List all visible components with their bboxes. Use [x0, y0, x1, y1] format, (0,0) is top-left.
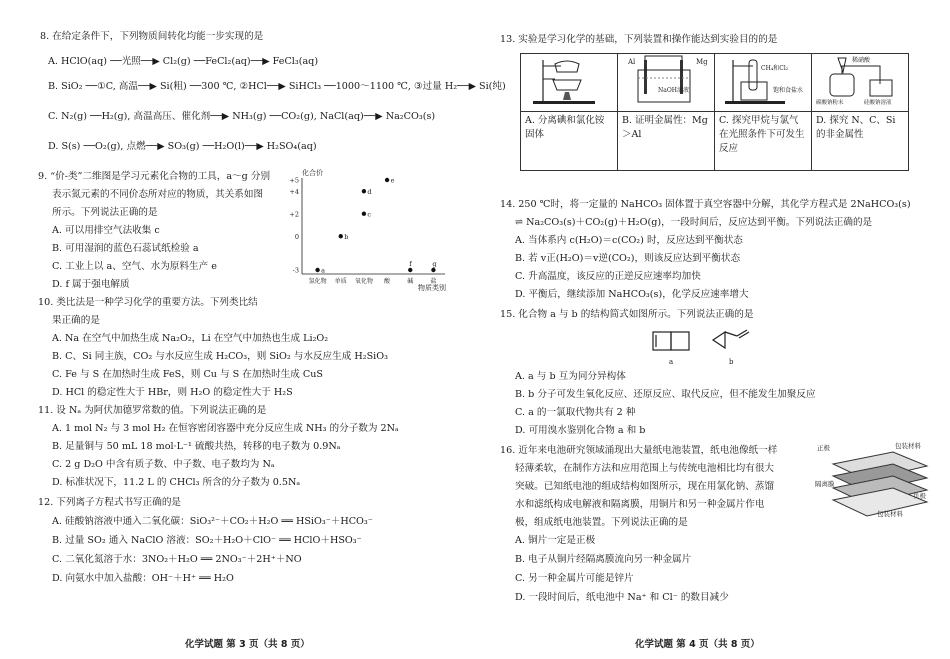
chart-y-tick-label: 0	[294, 232, 299, 241]
label-positive-electrode: 正极	[817, 444, 830, 452]
q15-stem: 15. 化合物 a 与 b 的结构简式如图所示。下列说法正确的是	[500, 309, 754, 320]
chart-x-axis-label: 物质类别	[418, 284, 446, 292]
chart-x-tick-label: 盐	[430, 278, 437, 285]
q13-cell-d: D. 探究 N、C、Si 的非金属性	[812, 112, 909, 171]
q15-option-b: B. b 分子可发生氧化反应、还原反应、取代反应，但不能发生加聚反应	[515, 389, 816, 400]
chart-x-tick-label: 碱	[407, 278, 414, 285]
chart-y-tick-label: +2	[289, 210, 299, 219]
q15-option-c: C. a 的一氯取代物共有 2 种	[515, 407, 636, 418]
q10-line-1: 10. 类比法是一种学习化学的重要方法。下列类比结	[38, 297, 258, 308]
q9-line-2: 表示氮元素的不同价态所对应的物质，其关系如图	[52, 189, 264, 200]
q8-stem: 8. 在给定条件下，下列物质间转化均能一步实现的是	[40, 31, 264, 42]
chart-point	[315, 268, 319, 272]
chart-x-tick-label: 氢化物	[308, 278, 327, 285]
label-mg: Mg	[696, 58, 708, 66]
q10-option-c: C. Fe 与 S 在加热时生成 FeS，则 Cu 与 S 在加热时生成 CuS	[52, 369, 323, 380]
q11-stem: 11. 设 Nₐ 为阿伏加德罗常数的值。下列说法正确的是	[38, 405, 267, 416]
right-page	[475, 0, 950, 659]
q14-line-2: ⇌ Na₂CO₃(s)＋CO₂(g)＋H₂O(g)，一段时间后，反应达到平衡。下列说法正确的是	[515, 217, 873, 228]
q16-option-c: C. 另一种金属片可能是锌片	[515, 573, 634, 584]
q16-line-1: 16. 近年来电池研究领域涌现出大量纸电池装置，纸电池像纸一样	[500, 445, 778, 456]
q8-option-a: A. HClO(aq) ──光照──▶ Cl₂(g) ──FeCl₂(aq)──▶ FeCl₃(aq)	[48, 56, 319, 67]
q13-cell-b: B. 证明金属性：Mg ＞Al	[618, 112, 715, 171]
apparatus-b-cell	[618, 54, 715, 112]
q14-option-b: B. 若 v正(H₂O)＝v逆(CO₂)，则该反应达到平衡状态	[515, 253, 741, 264]
chart-y-tick-label: +4	[289, 187, 299, 196]
label-al: Al	[628, 58, 636, 66]
q12-option-d: D. 向氨水中加入盐酸：OH⁻＋H⁺ ══ H₂O	[52, 573, 234, 584]
apparatus-c-cell	[715, 54, 812, 112]
label-nitric-acid: 稀硝酸	[852, 57, 871, 64]
q9-option-a: A. 可以用排空气法收集 c	[52, 225, 160, 236]
label-na2co3: 碳酸钠粉末	[816, 100, 844, 106]
label-negative-electrode: 负极	[913, 492, 926, 500]
q12-option-a: A. 硅酸钠溶液中通入二氧化碳：SiO₃²⁻＋CO₂＋H₂O ══ HSiO₃⁻＋HCO₃⁻	[52, 516, 373, 527]
q14-line-1: 14. 250 ℃时，将一定量的 NaHCO₃ 固体置于真空容器中分解，其化学方程式是 2NaHCO₃(s)	[500, 199, 911, 210]
q16-option-b: B. 电子从铜片经隔离膜流向另一种金属片	[515, 554, 692, 565]
q13-stem: 13. 实验是学习化学的基础，下列装置和操作能达到实验目的的是	[500, 34, 778, 45]
q11-option-d: D. 标准状况下，11.2 L 的 CHCl₃ 所含的分子数为 0.5Nₐ	[52, 477, 301, 488]
q15-option-d: D. 可用溴水鉴别化合物 a 和 b	[515, 425, 646, 436]
chart-point	[362, 212, 366, 216]
chart-point	[431, 268, 435, 272]
chart-point-label: e	[390, 176, 395, 185]
chart-y-tick-label: +5	[289, 176, 299, 185]
q9-option-c: C. 工业上以 a、空气、水为原料生产 e	[52, 261, 217, 272]
label-separator: 隔离膜	[815, 480, 835, 488]
q13-cell-c: C. 探究甲烷与氯气在光照条件下可发生反应	[715, 112, 812, 171]
chart-point-label: g	[432, 260, 437, 268]
q11-option-c: C. 2 g D₂O 中含有质子数、中子数、电子数均为 Nₐ	[52, 459, 275, 470]
q16-line-5: 极，组成纸电池装置。下列说法正确的是	[515, 517, 688, 528]
apparatus-d-cell	[812, 54, 909, 112]
chart-point	[385, 178, 389, 182]
q9-option-d: D. f 属于强电解质	[52, 279, 130, 290]
q12-stem: 12. 下列离子方程式书写正确的是	[38, 497, 182, 508]
q14-option-c: C. 升高温度，该反应的正逆反应速率均加快	[515, 271, 701, 282]
compound-b-label: b	[729, 358, 734, 366]
chart-point-label: d	[367, 187, 372, 196]
acid-strength-apparatus-icon	[812, 54, 908, 106]
chart-x-tick-label: 单质	[334, 278, 347, 285]
compound-b-structure	[713, 330, 749, 366]
paper-battery-figure	[815, 440, 940, 518]
q14-option-a: A. 当体系内 c(H₂O)＝c(CO₂) 时，反应达到平衡状态	[515, 235, 743, 246]
q15-option-a: A. a 与 b 互为同分异构体	[515, 371, 626, 382]
chart-x-tick-label: 氧化物	[354, 278, 373, 285]
label-naoh: NaOH溶液	[658, 87, 689, 94]
chart-point-label: c	[367, 210, 372, 219]
label-na2sio3: 硅酸钠溶液	[864, 100, 892, 106]
chart-y-axis-label: 化合价	[302, 169, 323, 177]
sublimation-apparatus-icon	[521, 54, 617, 106]
valence-class-chart	[280, 166, 460, 294]
galvanic-cell-icon	[618, 54, 714, 106]
q16-option-d: D. 一段时间后，纸电池中 Na⁺ 和 Cl⁻ 的数目减少	[515, 592, 729, 603]
label-brine: 饱和食盐水	[773, 87, 804, 94]
q11-option-b: B. 足量铜与 50 mL 18 mol·L⁻¹ 硫酸共热，转移的电子数为 0.9Nₐ	[52, 441, 341, 452]
q10-option-a: A. Na 在空气中加热生成 Na₂O₂，Li 在空气中加热也生成 Li₂O₂	[52, 333, 329, 344]
q14-option-d: D. 平衡后，继续添加 NaHCO₃(s)，化学反应速率增大	[515, 289, 749, 300]
q13-cell-a: A. 分离碘和氯化铵固体	[521, 112, 618, 171]
q16-line-3: 突破。已知纸电池的组成结构如图所示，现在用氯化钠、蒸馏	[515, 481, 775, 492]
label-wrap-bottom: 包装材料	[877, 510, 903, 518]
page-footer-left: 化学试题 第 3 页（共 8 页）	[185, 639, 310, 650]
q8-option-c: C. N₂(g) ──H₂(g), 高温高压、催化剂──▶ NH₃(g) ──CO₂(g), NaCl(aq)──▶ Na₂CO₃(s)	[48, 111, 436, 122]
q9-line-3: 所示。下列说法正确的是	[52, 207, 158, 218]
chart-point	[362, 189, 366, 193]
chart-point-label: f	[409, 260, 412, 268]
chart-point	[408, 268, 412, 272]
chart-x-tick-label: 酸	[384, 278, 391, 285]
q16-line-4: 水和滤纸构成电解液和隔离膜，用铜片和另一种金属片作电	[515, 499, 765, 510]
q16-option-a: A. 铜片一定是正极	[515, 535, 596, 546]
q8-option-d: D. S(s) ──O₂(g), 点燃──▶ SO₃(g) ──H₂O(l)──▶ H₂SO₄(aq)	[48, 141, 317, 152]
q13-apparatus-table	[520, 53, 909, 171]
compound-a-label: a	[669, 358, 674, 366]
q10-option-d: D. HCl 的稳定性大于 HBr，则 H₂O 的稳定性大于 H₂S	[52, 387, 293, 398]
chart-point-label: b	[344, 232, 349, 241]
chart-point-label: a	[321, 266, 325, 275]
chart-y-tick-label: -3	[292, 266, 299, 275]
q16-line-2: 轻薄柔软，在制作方法和应用范围上与传统电池相比均有很大	[515, 463, 775, 474]
methane-chlorination-icon	[715, 54, 811, 106]
chart-point	[339, 234, 343, 238]
label-ch4-cl2: CH₄和Cl₂	[761, 65, 789, 72]
q8-option-b: B. SiO₂ ──①C, 高温──▶ Si(粗) ──300 ℃, ②HCl──▶ SiHCl₃ ──1000～1100 ℃, ③过量 H₂──▶ Si(纯)	[48, 81, 506, 92]
q11-option-a: A. 1 mol N₂ 与 3 mol H₂ 在恒容密闭容器中充分反应生成 NH₃ 的分子数为 2Nₐ	[52, 423, 399, 434]
label-wrap-top: 包装材料	[895, 442, 921, 450]
page-footer-right: 化学试题 第 4 页（共 8 页）	[635, 639, 760, 650]
q10-line-2: 果正确的是	[52, 315, 100, 326]
q9-line-1: 9. “价-类”二维图是学习元素化合物的工具，a～g 分别	[38, 171, 271, 182]
q15-structures	[635, 324, 765, 368]
q9-option-b: B. 可用湿润的蓝色石蕊试纸检验 a	[52, 243, 199, 254]
q12-option-c: C. 二氧化氮溶于水：3NO₂＋H₂O ══ 2NO₃⁻＋2H⁺＋NO	[52, 554, 302, 565]
q12-option-b: B. 过量 SO₂ 通入 NaClO 溶液：SO₂＋H₂O＋ClO⁻ ══ HClO＋HSO₃⁻	[52, 535, 362, 546]
apparatus-a-cell	[521, 54, 618, 112]
compound-a-structure	[653, 332, 689, 366]
q10-option-b: B. C、Si 同主族，CO₂ 与水反应生成 H₂CO₃，则 SiO₂ 与水反应生成 H₂SiO₃	[52, 351, 388, 362]
